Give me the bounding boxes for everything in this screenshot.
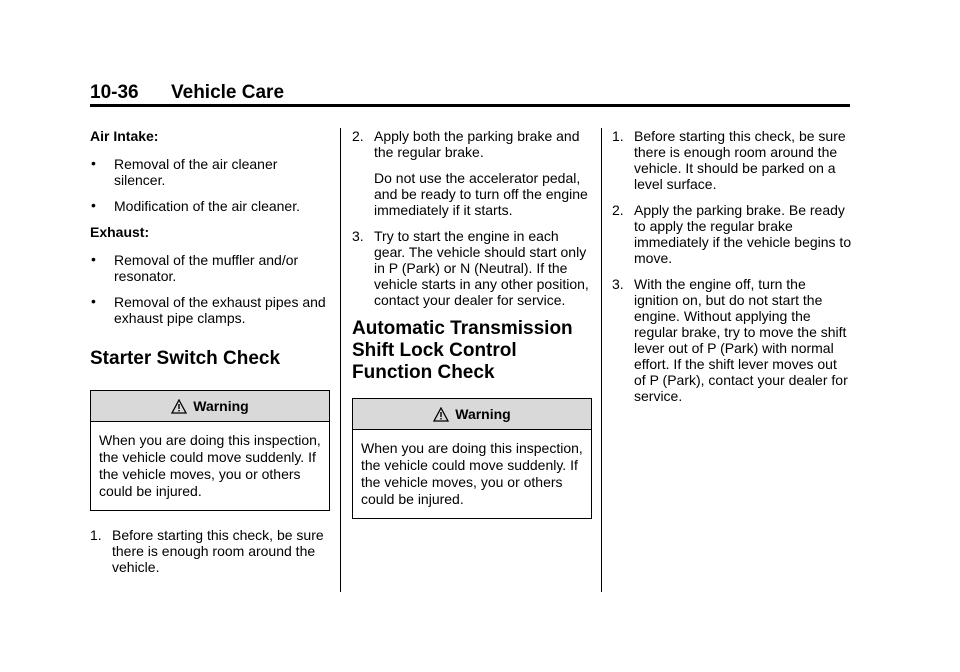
warning-triangle-icon [171, 399, 187, 414]
bullet-icon: • [91, 155, 96, 171]
page-header [90, 82, 850, 106]
starter-switch-heading: Starter Switch Check [90, 348, 281, 369]
section-title: Vehicle Care [171, 82, 285, 103]
warning-triangle-icon [433, 407, 449, 422]
step-text: With the engine off, turn the ignition on, but do not start the engine. Without applying the regular brake, try to move the shift lever out of P (Park) with normal effort. If the shift lever moves out of P (Park), contact your dealer for service. [634, 276, 848, 404]
bullet-icon: • [91, 293, 96, 309]
step-item [352, 228, 592, 308]
list-item: • Modification of the air cleaner. [91, 197, 300, 214]
warning-box [90, 390, 330, 511]
shift-lock-heading: Automatic Transmission Shift Lock Control Function Check [352, 318, 573, 383]
warning-title: Warning [193, 398, 249, 414]
warning-box [352, 398, 592, 519]
step-text: Apply the parking brake. Be ready to apply the regular brake immediately if the vehicle begins to move. [634, 202, 852, 266]
step-text: Before starting this check, be sure there is enough room around the vehicle. It should be parked on a level surface. [634, 128, 846, 192]
list-item: • Removal of the exhaust pipes and exhaust pipe clamps. [91, 293, 326, 326]
list-item: • Removal of the air cleaner silencer. [91, 155, 278, 188]
warning-text: When you are doing this inspection, the vehicle could move suddenly. If the vehicle moves, you or others could be injured. [99, 432, 321, 499]
column-divider-1 [340, 128, 341, 592]
page-number: 10-36 [90, 82, 139, 103]
list-item: • Removal of the muffler and/or resonator. [91, 251, 299, 284]
step-note: Do not use the accelerator pedal, and be ready to turn off the engine immediately if it starts. [374, 170, 588, 218]
step-number: 3. [352, 228, 364, 244]
step-item [90, 527, 330, 575]
step-text: Before starting this check, be sure there is enough room around the vehicle. [112, 527, 324, 575]
bullet-icon: • [91, 197, 96, 213]
step-number: 2. [352, 128, 364, 144]
bullet-icon: • [91, 251, 96, 267]
column-3 [612, 128, 852, 414]
step-item [352, 128, 592, 218]
step-item [612, 128, 852, 192]
air-intake-label: Air Intake: [90, 128, 159, 144]
warning-text: When you are doing this inspection, the vehicle could move suddenly. If the vehicle moves, you or others could be injured. [361, 440, 583, 507]
step-text: Try to start the engine in each gear. The vehicle should start only in P (Park) or N (Neutral). If the vehicle starts in any other position, contact your dealer for service. [374, 228, 589, 308]
column-1 [90, 128, 330, 585]
step-item [612, 202, 852, 266]
warning-header [91, 391, 329, 422]
column-2 [352, 128, 592, 535]
step-number: 1. [612, 128, 624, 144]
step-number: 2. [612, 202, 624, 218]
step-item [612, 276, 852, 404]
header-rule [90, 104, 850, 107]
step-text: Apply both the parking brake and the regular brake. [374, 128, 580, 160]
step-number: 3. [612, 276, 624, 292]
warning-header [353, 399, 591, 430]
column-divider-2 [601, 128, 602, 592]
warning-title: Warning [455, 406, 511, 422]
exhaust-label: Exhaust: [90, 224, 150, 240]
step-number: 1. [90, 527, 102, 543]
